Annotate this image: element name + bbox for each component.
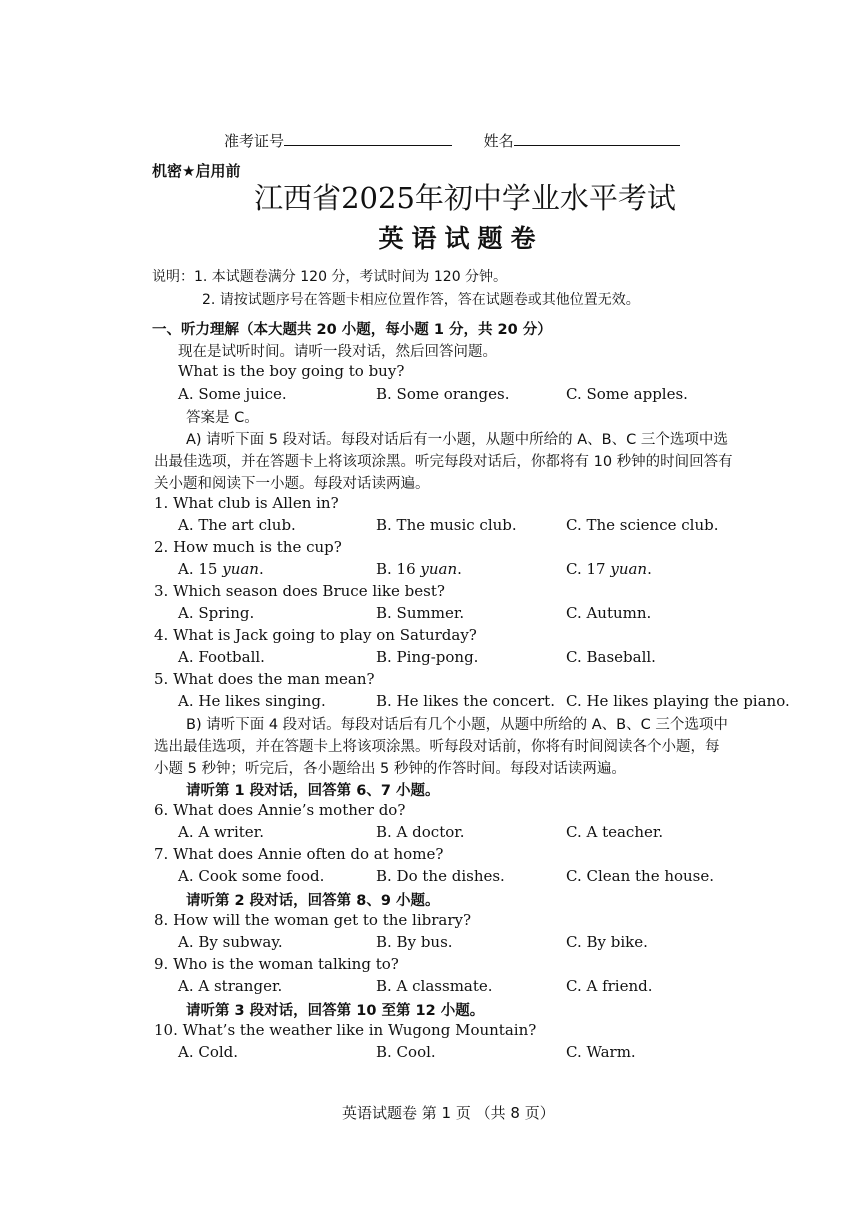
question-8: 8. How will the woman get to the library? — [154, 911, 472, 929]
question-1: 1. What club is Allen in? — [154, 494, 339, 512]
part-a-instructions-2: 出最佳选项，并在答题卡上将该项涂黑。听完每段对话后，你都将有 10 秒钟的时间回答有 — [154, 454, 733, 470]
trial-intro: 现在是试听时间。请听一段对话，然后回答问题。 — [178, 344, 497, 360]
q3-option-a: A. Spring. — [178, 604, 255, 622]
exam-number-label: 准考证号 — [224, 132, 285, 150]
trial-option-a: A. Some juice. — [178, 385, 287, 403]
candidate-info-line — [224, 130, 680, 151]
q6-option-b: B. A doctor. — [376, 823, 465, 841]
q4-option-b: B. Ping-pong. — [376, 648, 479, 666]
q6-option-c: C. A teacher. — [566, 823, 664, 841]
q7-option-b: B. Do the dishes. — [376, 867, 505, 885]
q9-option-a: A. A stranger. — [178, 977, 283, 995]
question-3: 3. Which season does Bruce like best? — [154, 582, 445, 600]
q1-option-c: C. The science club. — [566, 516, 719, 534]
q7-option-a: A. Cook some food. — [178, 867, 325, 885]
q2-option-a: A. 15 yuan. — [178, 560, 264, 578]
q7-option-c: C. Clean the house. — [566, 867, 715, 885]
note-1: 1. 本试题卷满分 120 分，考试时间为 120 分钟。 — [194, 269, 508, 285]
q4-option-c: C. Baseball. — [566, 648, 656, 666]
q9-option-b: B. A classmate. — [376, 977, 493, 995]
part-a-instructions-1: A) 请听下面 5 段对话。每段对话后有一小题，从题中所给的 A、B、C 三个选项中选 — [186, 432, 728, 448]
part-b-instructions-3: 小题 5 秒钟；听完后，各小题给出 5 秒钟的作答时间。每段对话读两遍。 — [154, 761, 626, 777]
q5-option-a: A. He likes singing. — [178, 692, 326, 710]
q2-option-c: C. 17 yuan. — [566, 560, 652, 578]
question-5: 5. What does the man mean? — [154, 670, 375, 688]
dialog-1-heading: 请听第 1 段对话，回答第 6、7 小题。 — [186, 783, 440, 799]
exam-title: 江西省2025年初中学业水平考试 — [254, 181, 676, 215]
q9-option-c: C. A friend. — [566, 977, 653, 995]
q8-option-a: A. By subway. — [178, 933, 283, 951]
question-9: 9. Who is the woman talking to? — [154, 955, 399, 973]
notes-line-1 — [152, 266, 507, 286]
part-b-instructions-2: 选出最佳选项，并在答题卡上将该项涂黑。听每段对话前，你将有时间阅读各个小题，每 — [154, 739, 720, 755]
q10-option-c: C. Warm. — [566, 1043, 636, 1061]
section-heading: 一、听力理解（本大题共 20 小题，每小题 1 分，共 20 分） — [152, 322, 552, 338]
question-10: 10. What’s the weather like in Wugong Mountain? — [154, 1021, 537, 1039]
confidential-mark: 机密★启用前 — [152, 162, 241, 180]
question-4: 4. What is Jack going to play on Saturday? — [154, 626, 477, 644]
name-blank — [514, 131, 680, 146]
q3-option-b: B. Summer. — [376, 604, 465, 622]
trial-answer: 答案是 C。 — [186, 410, 259, 426]
q10-option-b: B. Cool. — [376, 1043, 436, 1061]
dialog-2-heading: 请听第 2 段对话，回答第 8、9 小题。 — [186, 893, 440, 909]
dialog-3-heading: 请听第 3 段对话，回答第 10 至第 12 小题。 — [186, 1003, 485, 1019]
trial-option-c: C. Some apples. — [566, 385, 688, 403]
q3-option-c: C. Autumn. — [566, 604, 652, 622]
trial-option-b: B. Some oranges. — [376, 385, 510, 403]
question-6: 6. What does Annie’s mother do? — [154, 801, 406, 819]
q8-option-b: B. By bus. — [376, 933, 453, 951]
name-label: 姓名 — [483, 132, 514, 150]
q1-option-a: A. The art club. — [178, 516, 296, 534]
q6-option-a: A. A writer. — [178, 823, 264, 841]
exam-number-blank — [284, 131, 452, 146]
q8-option-c: C. By bike. — [566, 933, 648, 951]
q10-option-a: A. Cold. — [178, 1043, 239, 1061]
exam-subtitle: 英语试题卷 — [378, 224, 544, 253]
q5-option-c: C. He likes playing the piano. — [566, 692, 790, 710]
question-7: 7. What does Annie often do at home? — [154, 845, 444, 863]
part-b-instructions-1: B) 请听下面 4 段对话。每段对话后有几个小题，从题中所给的 A、B、C 三个选项中 — [186, 717, 728, 733]
q5-option-b: B. He likes the concert. — [376, 692, 555, 710]
q2-option-b: B. 16 yuan. — [376, 560, 462, 578]
page-footer: 英语试题卷 第 1 页 （共 8 页） — [342, 1104, 555, 1122]
q4-option-a: A. Football. — [178, 648, 265, 666]
q1-option-b: B. The music club. — [376, 516, 517, 534]
trial-question: What is the boy going to buy? — [178, 362, 405, 380]
question-2: 2. How much is the cup? — [154, 538, 342, 556]
notes-label: 说明： — [152, 269, 194, 285]
part-a-instructions-3: 关小题和阅读下一小题。每段对话读两遍。 — [154, 476, 430, 492]
note-2: 2. 请按试题序号在答题卡相应位置作答，答在试题卷或其他位置无效。 — [202, 292, 640, 308]
